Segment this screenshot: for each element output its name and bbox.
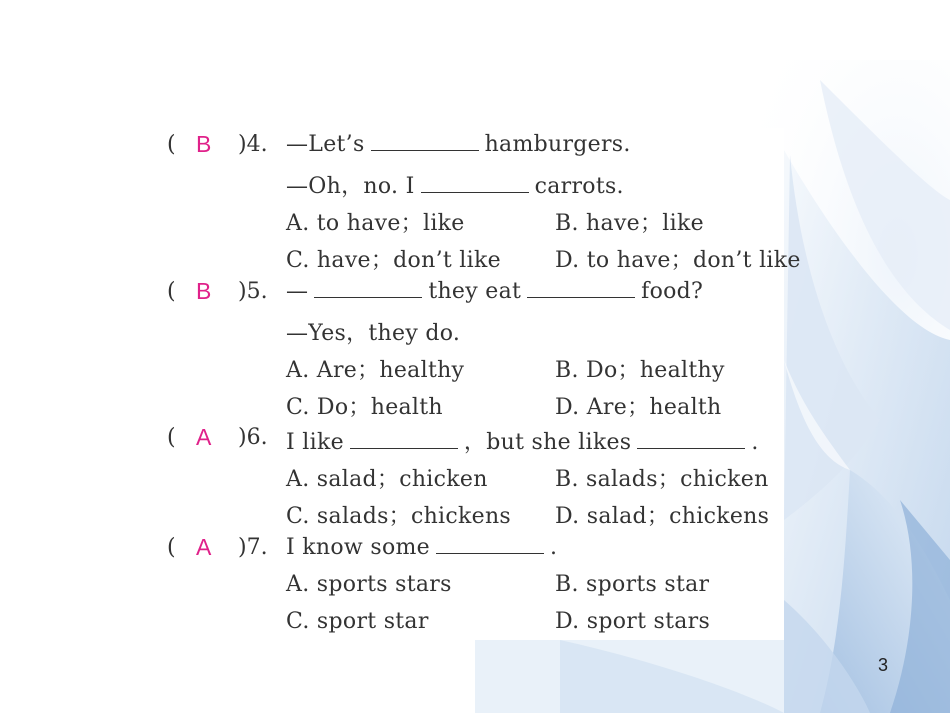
- option-c: C. Do；health: [286, 395, 443, 420]
- answer-letter: B: [196, 278, 212, 304]
- option-b: B. Do；healthy: [555, 358, 725, 383]
- question-text: they eat: [428, 279, 522, 304]
- question-text: —Yes，they do.: [286, 321, 461, 346]
- answer-letter: B: [196, 131, 212, 157]
- question-text: —Let’s: [286, 132, 365, 157]
- question-text: .: [751, 430, 759, 455]
- question-line: [286, 169, 624, 200]
- question-number: )4.: [238, 132, 268, 157]
- question-text: —Oh，no. I: [286, 174, 415, 199]
- option-d: D. salad；chickens: [555, 504, 770, 529]
- worksheet-panel: [152, 128, 784, 640]
- paren-open: (: [167, 425, 176, 450]
- paren-open: (: [167, 132, 176, 157]
- paren-open: (: [167, 535, 176, 560]
- option-b: B. salads；chicken: [555, 467, 769, 492]
- option-c: C. sport star: [286, 609, 429, 634]
- option-a: A. Are；healthy: [286, 358, 465, 383]
- option-a: A. salad；chicken: [286, 467, 488, 492]
- option-b: B. sports star: [555, 572, 710, 597]
- option-a: A. sports stars: [286, 572, 452, 597]
- question-line: [286, 316, 460, 347]
- paren-open: (: [167, 279, 176, 304]
- question-text: food?: [641, 279, 704, 304]
- answer-letter: A: [196, 534, 212, 560]
- option-b: B. have；like: [555, 211, 704, 236]
- answer-blank: [314, 279, 422, 298]
- question-text: hamburgers.: [484, 132, 631, 157]
- question-text: I like: [286, 430, 344, 455]
- question-line: [286, 535, 557, 560]
- question-number: )5.: [238, 279, 268, 304]
- question-text: I know some: [286, 535, 430, 560]
- option-d: D. Are；health: [555, 395, 722, 420]
- answer-blank: [350, 430, 458, 449]
- question-number: )7.: [238, 535, 268, 560]
- option-c: C. salads；chickens: [286, 504, 512, 529]
- option-d: D. sport stars: [555, 609, 711, 634]
- answer-blank: [421, 174, 529, 193]
- question-number: )6.: [238, 425, 268, 450]
- answer-letter: A: [196, 424, 212, 450]
- question-text: ，but she likes: [463, 430, 632, 455]
- question-text: .: [549, 535, 558, 560]
- question-text: carrots.: [534, 174, 624, 199]
- answer-blank: [637, 430, 745, 449]
- question-line: [286, 279, 703, 304]
- option-c: C. have；don’t like: [286, 248, 501, 273]
- answer-blank: [527, 279, 635, 298]
- page-number: 3: [878, 655, 889, 675]
- question-line: [286, 132, 631, 157]
- question-line: [286, 425, 759, 456]
- answer-blank: [436, 535, 544, 554]
- option-a: A. to have；like: [286, 211, 465, 236]
- question-text: —: [286, 279, 309, 304]
- answer-blank: [371, 132, 479, 151]
- option-d: D. to have；don’t like: [555, 248, 801, 273]
